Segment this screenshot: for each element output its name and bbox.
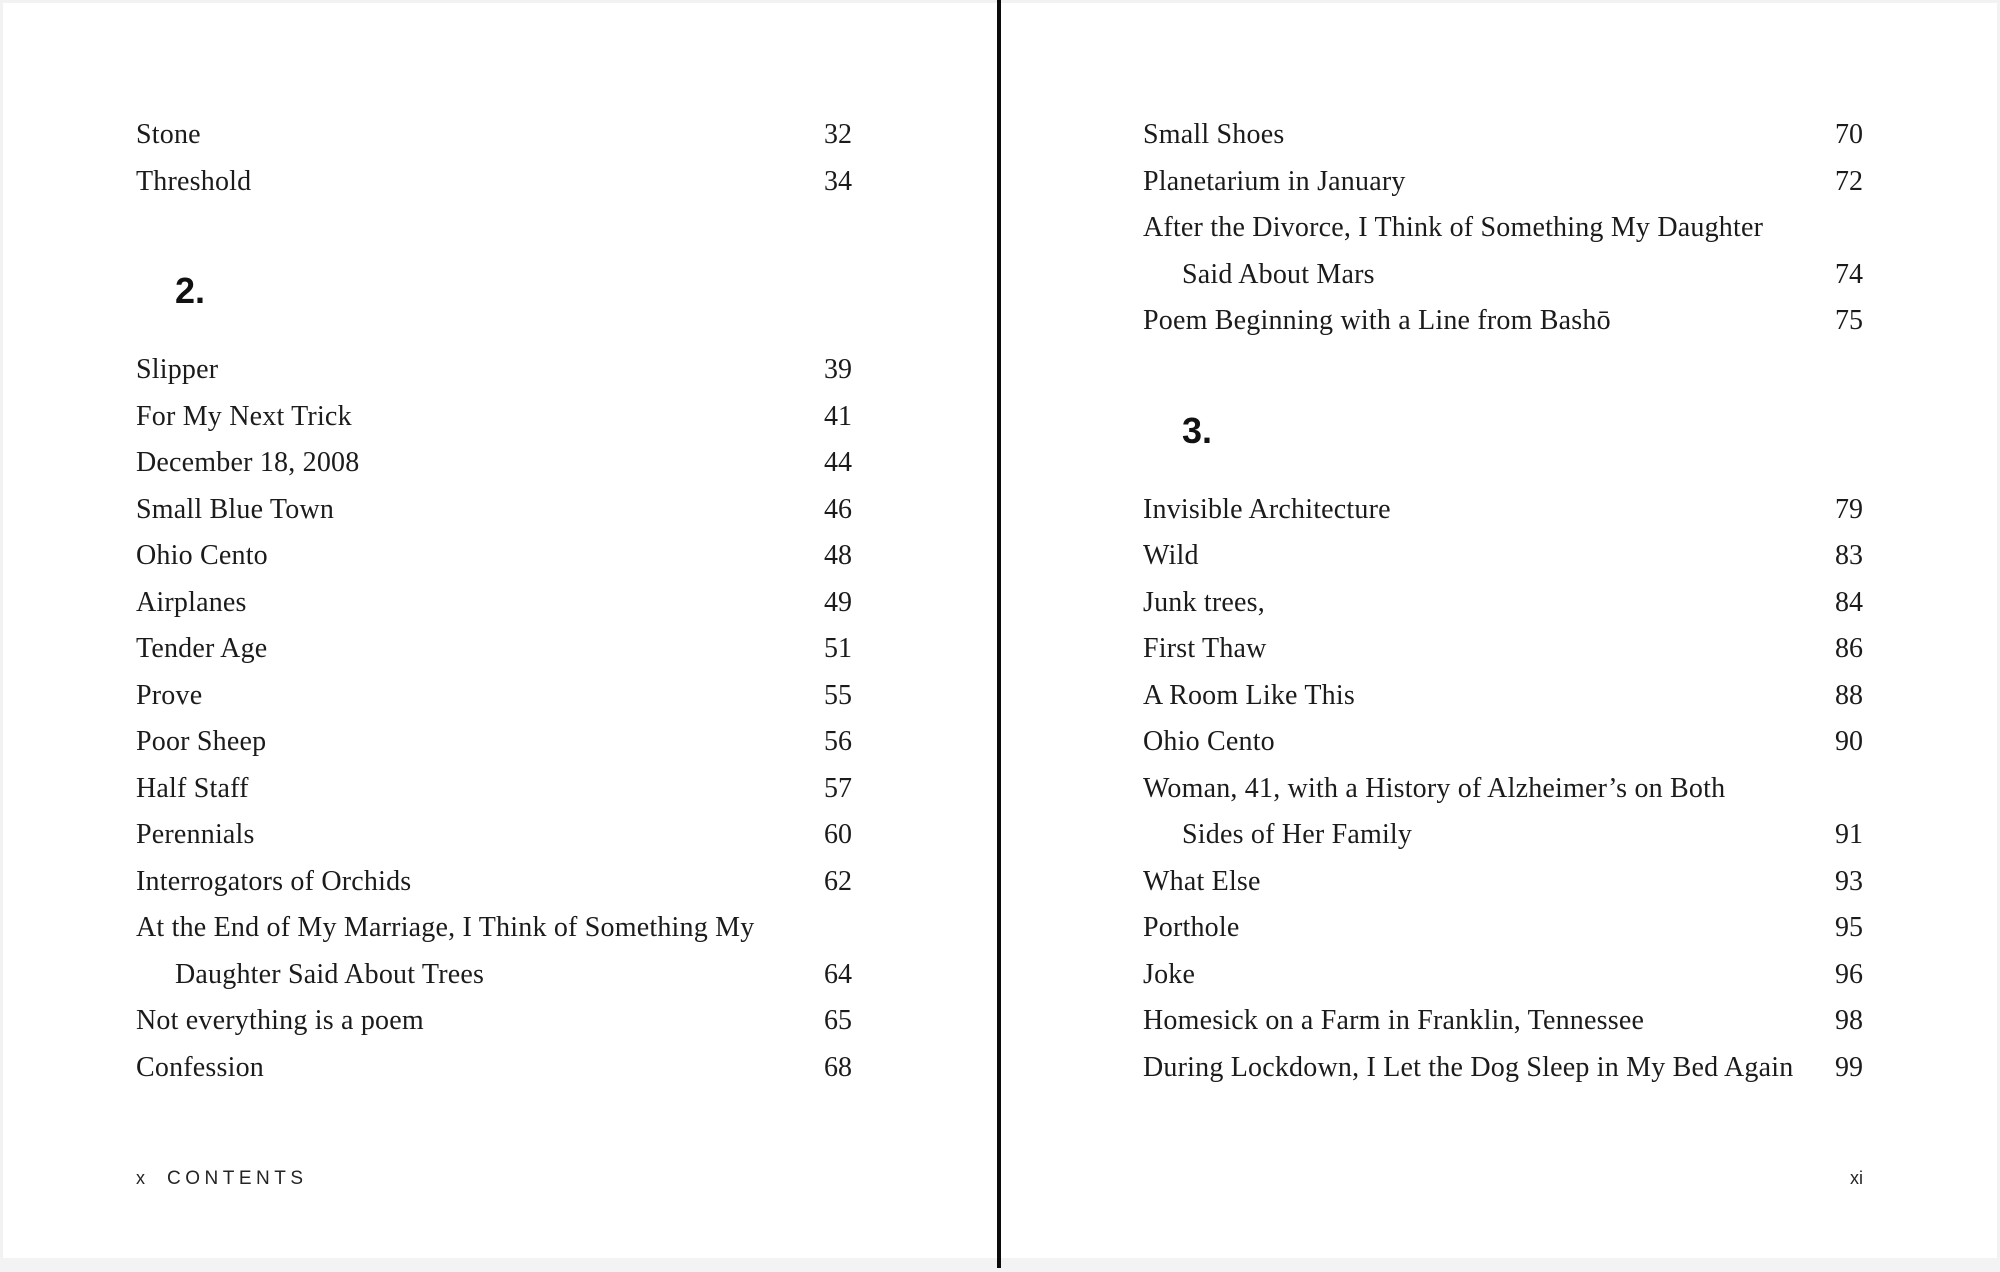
toc-entry-page: 32 — [824, 119, 852, 151]
toc-entry-page: 75 — [1835, 305, 1863, 337]
toc-entry-page: 49 — [824, 586, 852, 618]
toc-entry-line — [136, 998, 852, 1045]
toc-entry-title: A Room Like This — [1143, 679, 1355, 711]
toc-entry-line — [1143, 998, 1863, 1045]
section-number: 2. — [175, 270, 206, 311]
toc-entry-title: Ohio Cento — [136, 540, 268, 572]
page-edge-left — [0, 0, 3, 1272]
toc-entry-line — [1143, 673, 1863, 720]
toc-entry-line — [136, 487, 852, 534]
toc-entry-page: 51 — [824, 633, 852, 665]
toc-entry-title: Said About Mars — [1182, 258, 1375, 290]
toc-entry-line — [1143, 159, 1863, 206]
toc-entry-title: Wild — [1143, 540, 1199, 572]
toc-entry-line — [136, 533, 852, 580]
toc-entry-title: Stone — [136, 119, 201, 151]
toc-entry-title: December 18, 2008 — [136, 447, 360, 479]
left-folio: x — [136, 1168, 145, 1188]
toc-entry-page: 72 — [1835, 165, 1863, 197]
toc-entry-page: 60 — [824, 819, 852, 851]
toc-entry-title: Poor Sheep — [136, 726, 267, 758]
left-page-footer — [136, 1168, 308, 1190]
toc-entry-title: Threshold — [136, 165, 252, 197]
toc-entry-page: 98 — [1835, 1005, 1863, 1037]
toc-entry-title: Woman, 41, with a History of Alzheimer’s on Both — [1143, 772, 1726, 804]
toc-entry-line — [136, 1045, 852, 1092]
toc-entry-line — [136, 905, 852, 952]
toc-entry-line — [1143, 533, 1863, 580]
toc-entry-page: 86 — [1835, 633, 1863, 665]
toc-entry-title: Junk trees, — [1143, 586, 1265, 618]
toc-entry-title: Perennials — [136, 819, 255, 851]
toc-entry-line — [1143, 626, 1863, 673]
toc-entry-page: 68 — [824, 1051, 852, 1083]
toc-entry-page: 56 — [824, 726, 852, 758]
toc-entry-title: Small Blue Town — [136, 493, 335, 525]
toc-entry-page: 74 — [1835, 258, 1863, 290]
toc-entry-page: 93 — [1835, 865, 1863, 897]
toc-entry-page: 70 — [1835, 119, 1863, 151]
toc-entry-title: After the Divorce, I Think of Something My Daughter — [1143, 212, 1764, 244]
toc-entry-line — [136, 952, 852, 999]
toc-entry-page: 83 — [1835, 540, 1863, 572]
toc-entry-title: Small Shoes — [1143, 119, 1285, 151]
running-header: CONTENTS — [167, 1168, 308, 1189]
toc-entry-title: Invisible Architecture — [1143, 493, 1391, 525]
toc-entry-line — [136, 766, 852, 813]
toc-entry-page: 46 — [824, 493, 852, 525]
toc-entry-line — [136, 719, 852, 766]
toc-entry-line — [1143, 766, 1863, 813]
toc-entry-title: Poem Beginning with a Line from Bashō — [1143, 305, 1611, 337]
toc-entry-page: 41 — [824, 400, 852, 432]
toc-entry-line — [136, 347, 852, 394]
toc-entry-title: Joke — [1143, 958, 1196, 990]
toc-entry-line — [1143, 205, 1863, 252]
section-number: 3. — [1182, 409, 1213, 451]
right-page-footer — [1143, 1168, 1863, 1189]
right-folio: xi — [1850, 1168, 1863, 1188]
toc-entry-line — [1143, 1045, 1863, 1092]
toc-entry-page: 99 — [1835, 1051, 1863, 1083]
toc-entry-page: 91 — [1835, 819, 1863, 851]
toc-entry-title: First Thaw — [1143, 633, 1267, 665]
toc-entry-page: 90 — [1835, 726, 1863, 758]
toc-entry-page: 79 — [1835, 493, 1863, 525]
toc-entry-page: 96 — [1835, 958, 1863, 990]
toc-entry-line — [1143, 252, 1863, 299]
toc-entry-title: Sides of Her Family — [1182, 819, 1413, 851]
toc-entry-line — [136, 626, 852, 673]
toc-entry-line — [1143, 719, 1863, 766]
toc-entry-line — [136, 440, 852, 487]
toc-entry-line — [1143, 298, 1863, 345]
toc-entry-title: Porthole — [1143, 912, 1240, 944]
toc-entry-line — [136, 159, 852, 206]
toc-entry-line — [1143, 112, 1863, 159]
toc-entry-line — [136, 673, 852, 720]
toc-entry-title: Airplanes — [136, 586, 247, 618]
toc-entry-line — [1143, 952, 1863, 999]
toc-entry-page: 62 — [824, 865, 852, 897]
toc-entry-title: What Else — [1143, 865, 1261, 897]
toc-entry-title: Daughter Said About Trees — [175, 958, 485, 990]
toc-entry-title: Not everything is a poem — [136, 1005, 424, 1037]
toc-list-right — [1143, 112, 1863, 1091]
toc-entry-line — [136, 859, 852, 906]
toc-entry-line — [136, 112, 852, 159]
toc-entry-page: 55 — [824, 679, 852, 711]
toc-entry-title: For My Next Trick — [136, 400, 352, 432]
toc-entry-line — [1143, 487, 1863, 534]
page-divider — [997, 0, 1001, 1268]
toc-entry-title: Prove — [136, 679, 203, 711]
toc-entry-page: 44 — [824, 447, 852, 479]
toc-entry-line — [136, 812, 852, 859]
toc-entry-title: Tender Age — [136, 633, 268, 665]
toc-entry-title: Ohio Cento — [1143, 726, 1275, 758]
toc-entry-title: At the End of My Marriage, I Think of Something My — [136, 912, 755, 944]
toc-entry-title: Interrogators of Orchids — [136, 865, 412, 897]
toc-entry-line — [136, 394, 852, 441]
toc-entry-line — [1143, 859, 1863, 906]
toc-entry-title: During Lockdown, I Let the Dog Sleep in My Bed Again — [1143, 1051, 1794, 1083]
toc-entry-line — [1143, 812, 1863, 859]
toc-entry-page: 88 — [1835, 679, 1863, 711]
toc-entry-page: 65 — [824, 1005, 852, 1037]
toc-entry-page: 34 — [824, 165, 852, 197]
toc-entry-title: Planetarium in January — [1143, 165, 1406, 197]
toc-list-left — [136, 112, 852, 1091]
toc-entry-page: 57 — [824, 772, 852, 804]
toc-entry-title: Half Staff — [136, 772, 249, 804]
toc-entry-line — [1143, 580, 1863, 627]
toc-entry-page: 95 — [1835, 912, 1863, 944]
toc-entry-page: 39 — [824, 354, 852, 386]
toc-entry-page: 64 — [824, 958, 852, 990]
toc-entry-title: Confession — [136, 1051, 264, 1083]
toc-entry-page: 84 — [1835, 586, 1863, 618]
toc-entry-line — [136, 580, 852, 627]
toc-entry-title: Slipper — [136, 354, 219, 386]
toc-entry-title: Homesick on a Farm in Franklin, Tennessee — [1143, 1005, 1645, 1037]
toc-entry-line — [1143, 905, 1863, 952]
toc-entry-page: 48 — [824, 540, 852, 572]
